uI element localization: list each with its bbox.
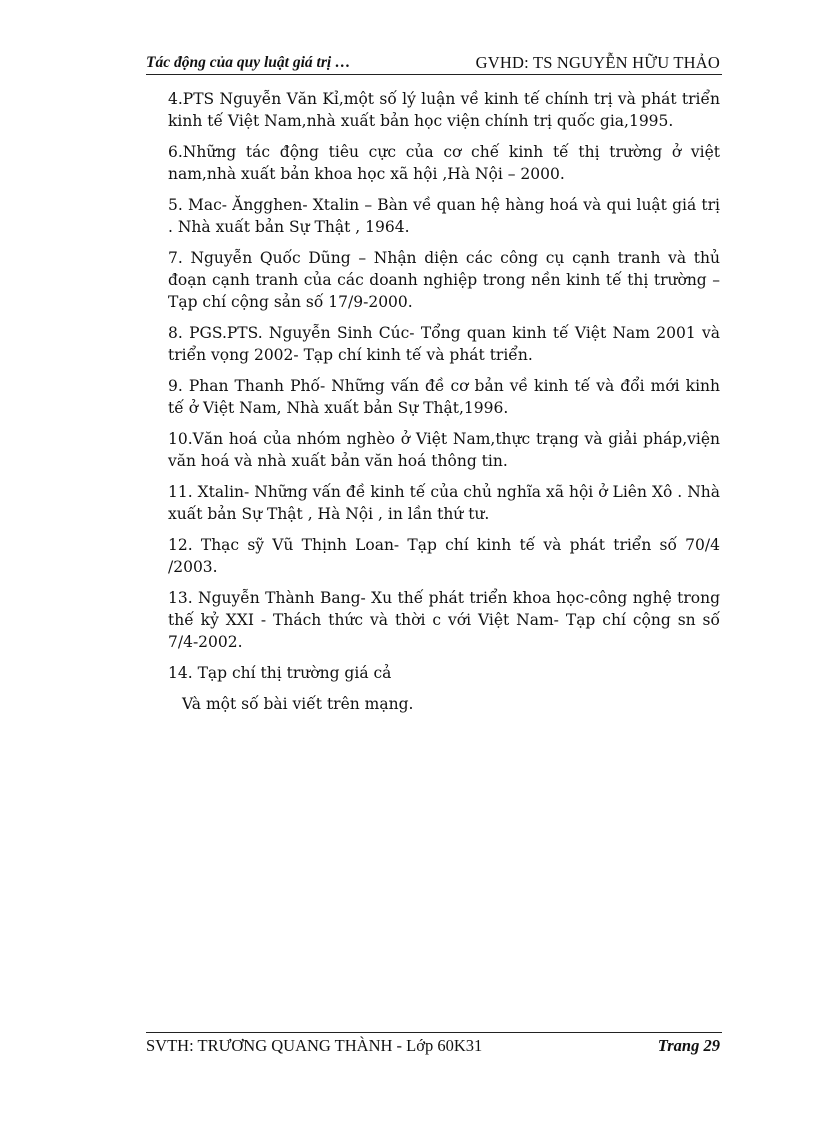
header-title: Tác động của quy luật giá trị …: [146, 54, 351, 71]
reference-item: 7. Nguyễn Quốc Dũng – Nhận diện các công cụ cạnh tranh và thủ đoạn cạnh tranh của các doanh nghiệp trong nền kinh tế thị trường – Tạp chí cộng sản số 17/9-2000.: [168, 249, 720, 311]
page-footer: [146, 1032, 722, 1061]
reference-item: 13. Nguyễn Thành Bang- Xu thế phát triển khoa học-công nghệ trong thế kỷ XXI - Thách thức và thời c với Việt Nam- Tạp chí cộng sn số 7/4-2002.: [168, 589, 720, 651]
reference-item: 10.Văn hoá của nhóm nghèo ở Việt Nam,thực trạng và giải pháp,viện văn hoá và nhà xuất bản văn hoá thông tin.: [168, 430, 720, 470]
extra-note: Và một số bài viết trên mạng.: [182, 695, 414, 713]
reference-item: 8. PGS.PTS. Nguyễn Sinh Cúc- Tổng quan kinh tế Việt Nam 2001 và triển vọng 2002- Tạp chí kinh tế và phát triển.: [168, 324, 720, 364]
header-advisor: GVHD: TS NGUYỄN HỮU THẢO: [475, 53, 720, 72]
reference-item: 4.PTS Nguyễn Văn Kỉ,một số lý luận về kinh tế chính trị và phát triển kinh tế Việt Nam,nhà xuất bản học viện chính trị quốc gia,1995.: [168, 90, 720, 130]
reference-item: 5. Mac- Ăngghen- Xtalin – Bàn về quan hệ hàng hoá và qui luật giá trị . Nhà xuất bản Sự Thật , 1964.: [168, 196, 720, 236]
reference-item: 12. Thạc sỹ Vũ Thịnh Loan- Tạp chí kinh tế và phát triển số 70/4 /2003.: [168, 536, 720, 576]
reference-list: [168, 88, 720, 715]
page-number: Trang 29: [657, 1036, 720, 1055]
reference-item: 6.Những tác động tiêu cực của cơ chế kinh tế thị trường ở việt nam,nhà xuất bản khoa học xã hội ,Hà Nội – 2000.: [168, 143, 720, 183]
reference-item: 14. Tạp chí thị trường giá cả: [168, 664, 392, 682]
page-header: [146, 52, 722, 75]
reference-item: 11. Xtalin- Những vấn đề kinh tế của chủ nghĩa xã hội ở Liên Xô . Nhà xuất bản Sự Thật , Hà Nội , in lần thứ tư.: [168, 483, 720, 523]
footer-student: SVTH: TRƯƠNG QUANG THÀNH - Lớp 60K31: [146, 1036, 483, 1055]
reference-item: 9. Phan Thanh Phố- Những vấn đề cơ bản về kinh tế và đổi mới kinh tế ở Việt Nam, Nhà xuất bản Sự Thật,1996.: [168, 377, 720, 417]
